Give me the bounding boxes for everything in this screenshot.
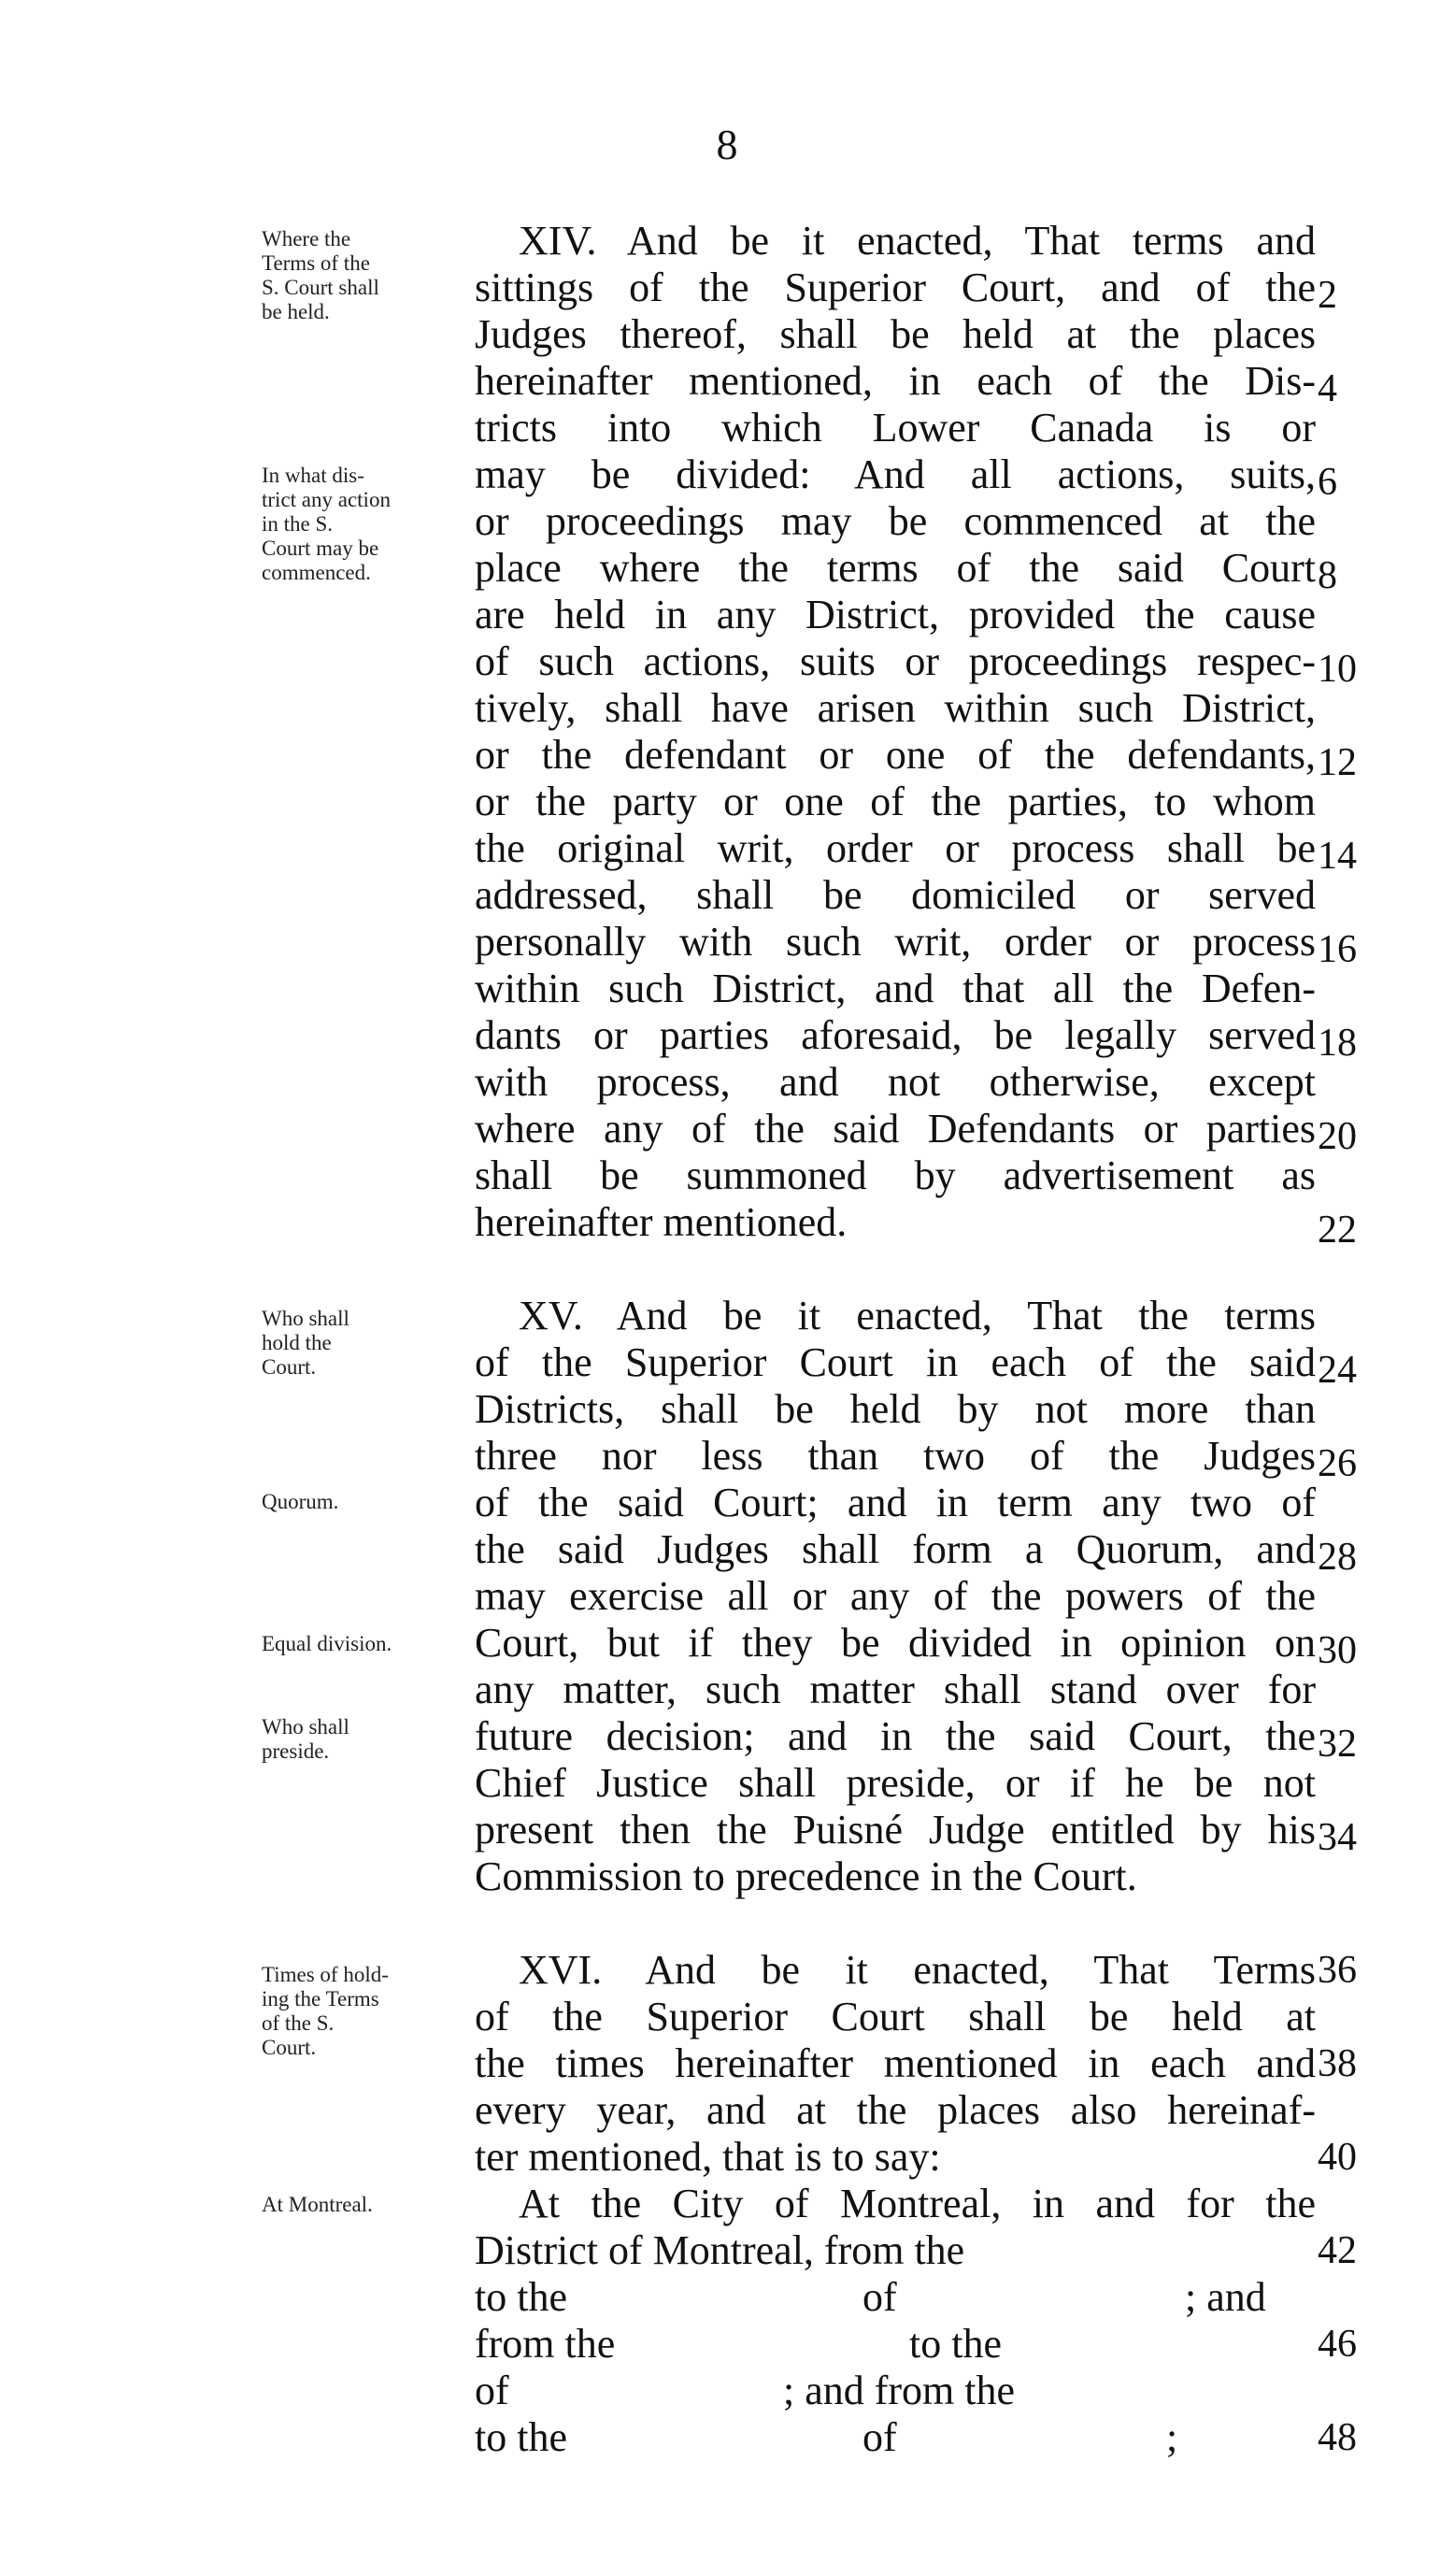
margin-note-line: of the S. <box>262 2011 335 2035</box>
body-line: addressed, shall be domiciled or served <box>475 872 1316 918</box>
body-line: place where the terms of the said Court <box>475 545 1316 591</box>
body-line: of the Superior Court in each of the said <box>475 1339 1316 1385</box>
line-number: 12 <box>1318 741 1357 784</box>
line-number: 14 <box>1318 835 1357 878</box>
margin-note-line: Equal division. <box>262 1632 392 1655</box>
line-number: 42 <box>1318 2229 1357 2272</box>
margin-note-line: ing the Terms <box>262 1987 379 2011</box>
body-line: any matter, such matter shall stand over for <box>475 1667 1316 1712</box>
body-line: three nor less than two of the Judges <box>475 1433 1316 1479</box>
body-line: Judges thereof, shall be held at the places <box>475 311 1316 357</box>
margin-note-line: Quorum. <box>262 1490 339 1513</box>
form-text: ; <box>1166 2414 1178 2460</box>
margin-note-line: Terms of the <box>262 251 370 275</box>
body-line: XVI. And be it enacted, That Terms <box>519 1947 1316 1993</box>
body-line: Chief Justice shall preside, or if he be not <box>475 1760 1316 1806</box>
body-line: District of Montreal, from the <box>475 2227 965 2273</box>
line-number: 24 <box>1318 1349 1357 1392</box>
form-text: of <box>862 2414 897 2460</box>
line-number: 28 <box>1318 1536 1357 1579</box>
margin-note <box>262 1490 458 1514</box>
margin-note-line: Where the <box>262 227 351 250</box>
margin-note-line: Times of hold- <box>262 1963 389 1986</box>
body-line: Commission to precedence in the Court. <box>475 1853 1137 1899</box>
line-number: 18 <box>1318 1022 1357 1065</box>
margin-note-line: Court. <box>262 2036 317 2059</box>
body-line: shall be summoned by advertisement as <box>475 1152 1316 1198</box>
line-number: 32 <box>1318 1723 1357 1766</box>
body-line: hereinafter mentioned, in each of the Dis- <box>475 358 1316 404</box>
form-text: of <box>475 2368 509 2413</box>
margin-note <box>262 1307 458 1380</box>
margin-note <box>262 1715 458 1764</box>
line-number: 30 <box>1318 1629 1357 1672</box>
form-text: from the <box>475 2321 616 2367</box>
line-number: 38 <box>1318 2042 1357 2085</box>
body-line: sittings of the Superior Court, and of the <box>475 265 1316 310</box>
line-number: 46 <box>1318 2323 1357 2366</box>
body-line: every year, and at the places also hereinaf- <box>475 2087 1316 2133</box>
margin-note-line: in the S. <box>262 512 334 536</box>
body-line: where any of the said Defendants or parties <box>475 1106 1316 1152</box>
body-line: may be divided: And all actions, suits, <box>475 451 1316 497</box>
margin-note <box>262 464 458 585</box>
line-number: 16 <box>1318 928 1357 971</box>
body-line: ter mentioned, that is to say: <box>475 2134 941 2180</box>
line-number: 20 <box>1318 1115 1357 1158</box>
body-line: or proceedings may be commenced at the <box>475 498 1316 544</box>
form-text: to the <box>475 2414 567 2460</box>
margin-note <box>262 1632 458 1656</box>
margin-note-line: In what dis- <box>262 464 364 487</box>
body-line: are held in any District, provided the cause <box>475 592 1316 637</box>
body-line: present then the Puisné Judge entitled by his <box>475 1807 1316 1853</box>
margin-note-line: Court may be <box>262 537 379 560</box>
margin-note-line: S. Court shall <box>262 276 379 299</box>
margin-note <box>262 2193 458 2217</box>
form-text: ; and <box>1185 2274 1266 2320</box>
line-number: 10 <box>1318 648 1357 691</box>
margin-note-line: Court. <box>262 1355 317 1379</box>
page-number: 8 <box>716 121 738 168</box>
form-text: of <box>862 2274 897 2320</box>
line-number: 4 <box>1318 367 1337 410</box>
body-line: the original writ, order or process shall be <box>475 825 1316 871</box>
margin-note-line: At Montreal. <box>262 2193 373 2216</box>
body-line: of the said Court; and in term any two of <box>475 1480 1316 1525</box>
margin-note-line: Who shall <box>262 1307 349 1330</box>
line-number: 6 <box>1318 461 1337 504</box>
line-number: 8 <box>1318 554 1337 597</box>
body-line: tricts into which Lower Canada is or <box>475 405 1316 451</box>
body-line: of such actions, suits or proceedings respec- <box>475 638 1316 684</box>
form-text: to the <box>475 2274 567 2320</box>
body-line: personally with such writ, order or process <box>475 919 1316 965</box>
line-number: 34 <box>1318 1816 1357 1859</box>
line-number: 36 <box>1318 1949 1357 1992</box>
body-line: Districts, shall be held by not more than <box>475 1386 1316 1432</box>
line-number: 26 <box>1318 1442 1357 1485</box>
body-line: Court, but if they be divided in opinion on <box>475 1620 1316 1666</box>
body-line: within such District, and that all the Defen- <box>475 966 1316 1011</box>
line-number: 48 <box>1318 2416 1357 2459</box>
line-number: 40 <box>1318 2136 1357 2179</box>
form-text: ; and from the <box>783 2368 1016 2413</box>
margin-note-line: trict any action <box>262 488 391 511</box>
margin-note <box>262 1963 458 2060</box>
margin-note-line: commenced. <box>262 561 371 584</box>
body-line: with process, and not otherwise, except <box>475 1059 1316 1105</box>
line-number: 2 <box>1318 274 1337 317</box>
margin-note <box>262 227 458 324</box>
body-line: the said Judges shall form a Quorum, and <box>475 1526 1316 1572</box>
form-text: to the <box>909 2321 1002 2367</box>
body-line: XIV. And be it enacted, That terms and <box>519 218 1316 264</box>
body-line: may exercise all or any of the powers of the <box>475 1573 1316 1619</box>
body-line: At the City of Montreal, in and for the <box>519 2181 1316 2226</box>
body-line: dants or parties aforesaid, be legally served <box>475 1012 1316 1058</box>
body-line: hereinafter mentioned. <box>475 1199 848 1245</box>
body-line: or the party or one of the parties, to whom <box>475 779 1316 824</box>
body-line: tively, shall have arisen within such District, <box>475 685 1316 731</box>
body-line: future decision; and in the said Court, the <box>475 1713 1316 1759</box>
body-line: or the defendant or one of the defendants, <box>475 732 1316 778</box>
body-line: XV. And be it enacted, That the terms <box>519 1293 1316 1338</box>
margin-note-line: preside. <box>262 1739 330 1763</box>
margin-note-line: Who shall <box>262 1715 349 1739</box>
margin-note-line: hold the <box>262 1331 332 1354</box>
margin-note-line: be held. <box>262 300 330 323</box>
line-number: 22 <box>1318 1209 1357 1252</box>
body-line: the times hereinafter mentioned in each and <box>475 2040 1316 2086</box>
body-line: of the Superior Court shall be held at <box>475 1994 1316 2039</box>
